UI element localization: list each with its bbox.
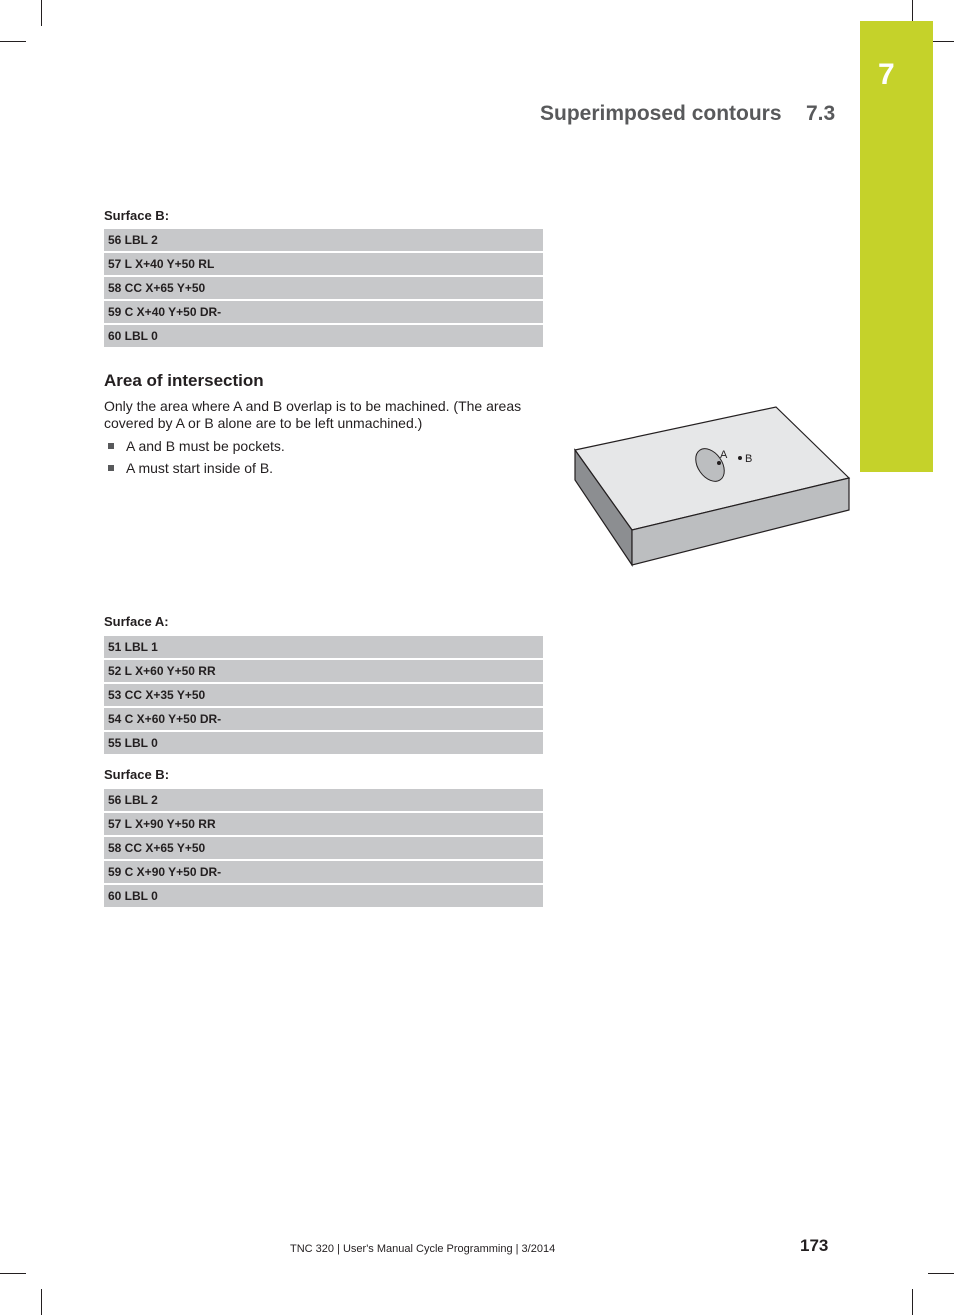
workpiece-figure [570,400,855,570]
code-row: 59 C X+90 Y+50 DR- [104,861,543,883]
section-heading: Area of intersection [104,371,264,390]
footer-text: TNC 320 | User's Manual Cycle Programming | 3/2014 [290,1243,556,1255]
surface-b-label-top: Surface B: [104,208,170,223]
bullet-text: A and B must be pockets. [126,438,285,454]
chapter-tab [860,21,933,472]
page-number: 173 [800,1236,829,1255]
code-row: 54 C X+60 Y+50 DR- [104,708,543,730]
code-row: 58 CC X+65 Y+50 [104,277,543,299]
label-b: B [745,453,753,465]
code-row: 60 LBL 0 [104,325,543,347]
code-row: 51 LBL 1 [104,636,543,658]
bullet-text: A must start inside of B. [126,460,274,476]
surface-a-label: Surface A: [104,614,169,629]
code-row: 59 C X+40 Y+50 DR- [104,301,543,323]
bullet-item [104,460,273,476]
code-row: 55 LBL 0 [104,732,543,754]
code-table-surface-b [104,789,543,909]
code-row: 57 L X+40 Y+50 RL [104,253,543,275]
running-header-title: Superimposed contours [540,102,782,125]
surface-b-label: Surface B: [104,767,170,782]
code-row: 52 L X+60 Y+50 RR [104,660,543,682]
code-row: 60 LBL 0 [104,885,543,907]
running-header-section: 7.3 [806,102,836,125]
crop-mark [41,1289,42,1315]
code-row: 56 LBL 2 [104,229,543,251]
bullet-square-icon [108,443,114,449]
label-a: A [720,449,728,461]
bullet-square-icon [108,465,114,471]
point-a-dot [717,461,721,465]
crop-mark [0,41,26,42]
chapter-number: 7 [878,58,895,91]
crop-mark [41,0,42,26]
code-row: 56 LBL 2 [104,789,543,811]
point-b-dot [738,456,742,460]
code-row: 57 L X+90 Y+50 RR [104,813,543,835]
intersection-paragraph: Only the area where A and B overlap is to be machined. (The areas covered by A or B alone are to be left unmachined.) [104,398,522,431]
code-table-top [104,229,543,349]
code-table-surface-a [104,636,543,756]
crop-mark [912,1289,913,1315]
crop-mark [0,1273,26,1274]
code-row: 58 CC X+65 Y+50 [104,837,543,859]
code-row: 53 CC X+35 Y+50 [104,684,543,706]
bullet-item [104,438,285,454]
crop-mark [928,1273,954,1274]
